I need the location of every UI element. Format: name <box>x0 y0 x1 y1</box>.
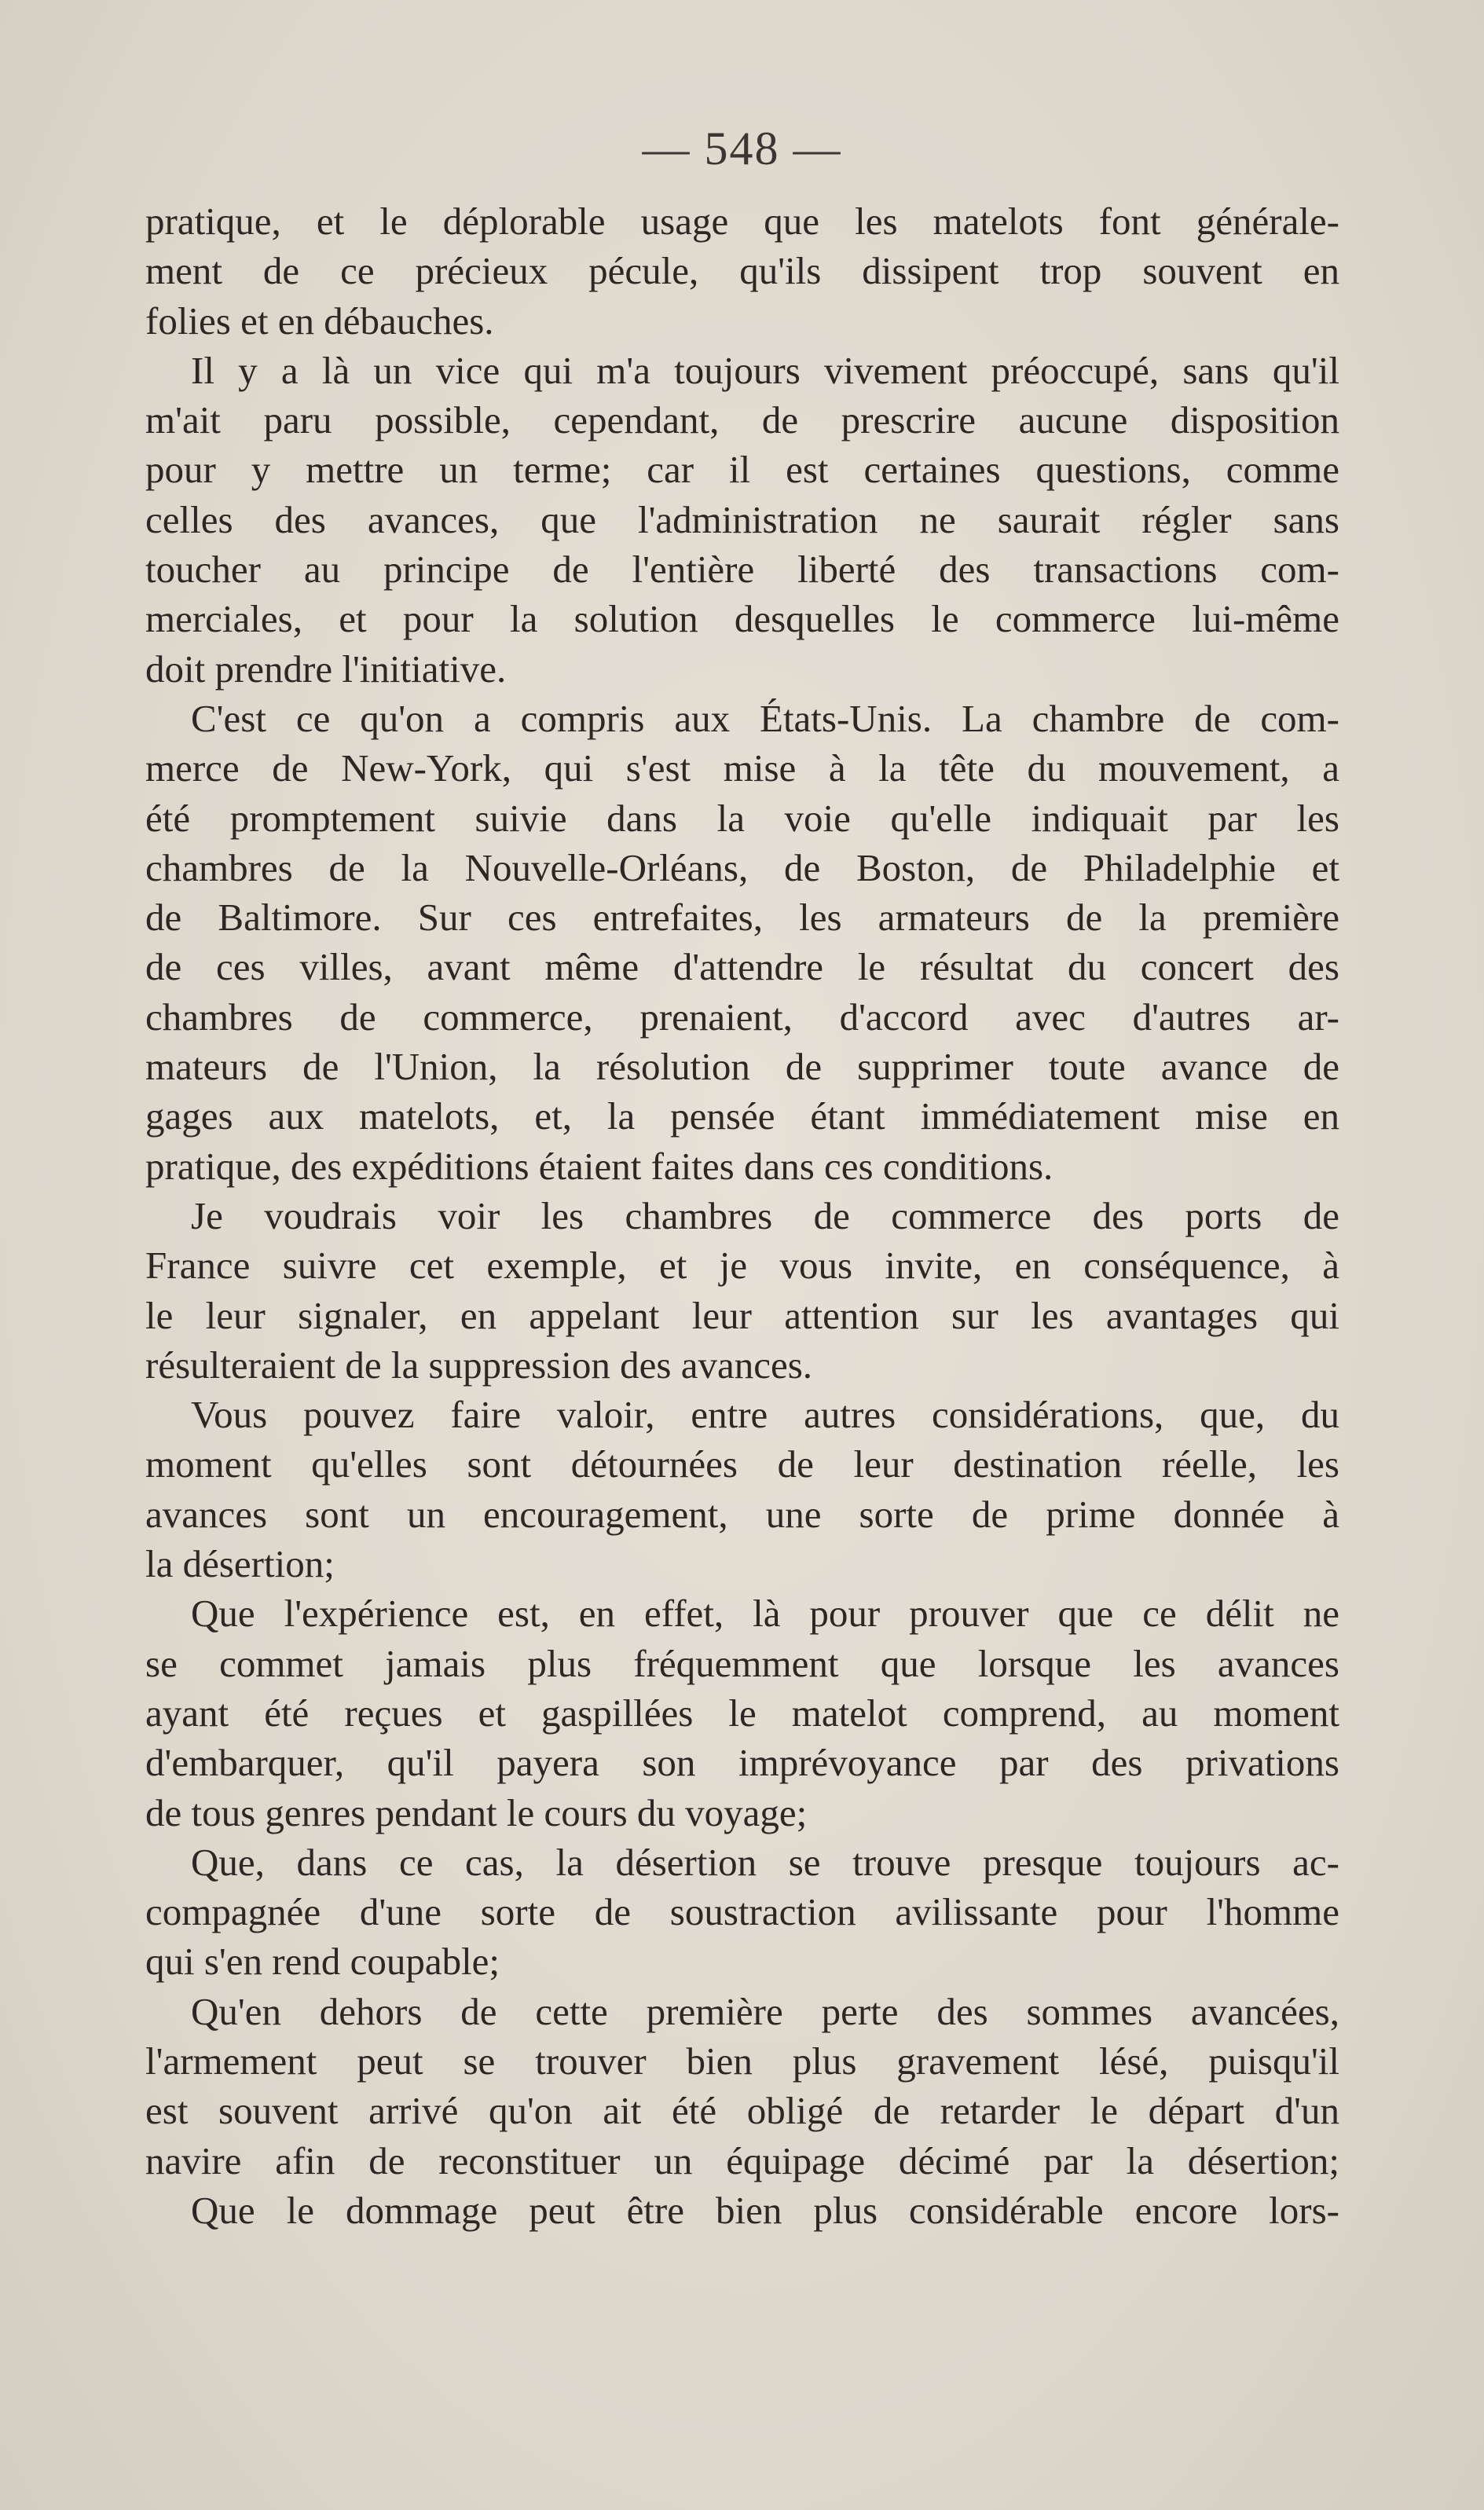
text-line: de Baltimore. Sur ces entrefaites, les armateurs de la première <box>145 896 1339 940</box>
text-line: de tous genres pendant le cours du voyage; <box>145 1790 808 1834</box>
text-line: chambres de la Nouvelle-Orléans, de Boston, de Philadelphie et <box>145 845 1339 889</box>
page-number: — 548 — <box>642 123 842 174</box>
text-line: France suivre cet exemple, et je vous invite, en conséquence, à <box>145 1244 1339 1288</box>
text-line: m'ait paru possible, cependant, de prescrire aucune disposition <box>145 398 1339 442</box>
text-line: Il y a là un vice qui m'a toujours vivement préoccupé, sans qu'il <box>191 348 1339 392</box>
text-line: résulteraient de la suppression des avances. <box>145 1343 813 1387</box>
text-line: ment de ce précieux pécule, qu'ils dissipent trop souvent en <box>145 249 1339 293</box>
text-line: merce de New-York, qui s'est mise à la tête du mouvement, a <box>145 746 1339 790</box>
text-line: gages aux matelots, et, la pensée étant immédiatement mise en <box>145 1094 1339 1138</box>
text-line: ayant été reçues et gaspillées le matelot comprend, au moment <box>145 1691 1339 1735</box>
text-line: folies et en débauches. <box>145 299 494 343</box>
text-line: qui s'en rend coupable; <box>145 1940 500 1984</box>
text-line: d'embarquer, qu'il payera son imprévoyance par des privations <box>145 1741 1339 1785</box>
text-line: Qu'en dehors de cette première perte des sommes avancées, <box>191 1989 1339 2033</box>
text-line: de ces villes, avant même d'attendre le résultat du concert des <box>145 945 1339 989</box>
text-line: le leur signaler, en appelant leur attention sur les avantages qui <box>145 1293 1339 1337</box>
text-line: pratique, des expéditions étaient faites dans ces conditions. <box>145 1144 1053 1188</box>
text-line: C'est ce qu'on a compris aux États-Unis. La chambre de com- <box>191 696 1339 740</box>
body-text <box>145 196 1339 2235</box>
text-line: mateurs de l'Union, la résolution de supprimer toute avance de <box>145 1045 1339 1089</box>
text-line: chambres de commerce, prenaient, d'accord avec d'autres ar- <box>145 995 1339 1039</box>
text-line: avances sont un encouragement, une sorte de prime donnée à <box>145 1492 1339 1536</box>
text-line: l'armement peut se trouver bien plus gravement lésé, puisqu'il <box>145 2039 1339 2083</box>
text-line: été promptement suivie dans la voie qu'elle indiquait par les <box>145 796 1339 840</box>
text-line: doit prendre l'initiative. <box>145 647 507 691</box>
text-line: Que l'expérience est, en effet, là pour prouver que ce délit ne <box>191 1592 1339 1636</box>
text-line: Que, dans ce cas, la désertion se trouve presque toujours ac- <box>191 1840 1339 1884</box>
text-line: moment qu'elles sont détournées de leur destination réelle, les <box>145 1442 1339 1486</box>
text-line: Que le dommage peut être bien plus considérable encore lors- <box>191 2188 1339 2232</box>
text-line: navire afin de reconstituer un équipage décimé par la désertion; <box>145 2138 1339 2182</box>
text-line: la désertion; <box>145 1542 335 1586</box>
text-line: compagnée d'une sorte de soustraction avilissante pour l'homme <box>145 1890 1339 1934</box>
text-line: Vous pouvez faire valoir, entre autres considérations, que, du <box>191 1393 1339 1437</box>
text-line: merciales, et pour la solution desquelles le commerce lui-même <box>145 597 1339 641</box>
text-line: est souvent arrivé qu'on ait été obligé de retarder le départ d'un <box>145 2089 1339 2133</box>
text-line: Je voudrais voir les chambres de commerce des ports de <box>191 1193 1339 1237</box>
text-line: pratique, et le déplorable usage que les matelots font générale- <box>145 200 1339 243</box>
text-line: se commet jamais plus fréquemment que lorsque les avances <box>145 1641 1339 1685</box>
text-line: pour y mettre un terme; car il est certaines questions, comme <box>145 448 1339 492</box>
text-line: celles des avances, que l'administration ne saurait régler sans <box>145 497 1339 541</box>
text-line: toucher au principe de l'entière liberté des transactions com- <box>145 548 1339 592</box>
